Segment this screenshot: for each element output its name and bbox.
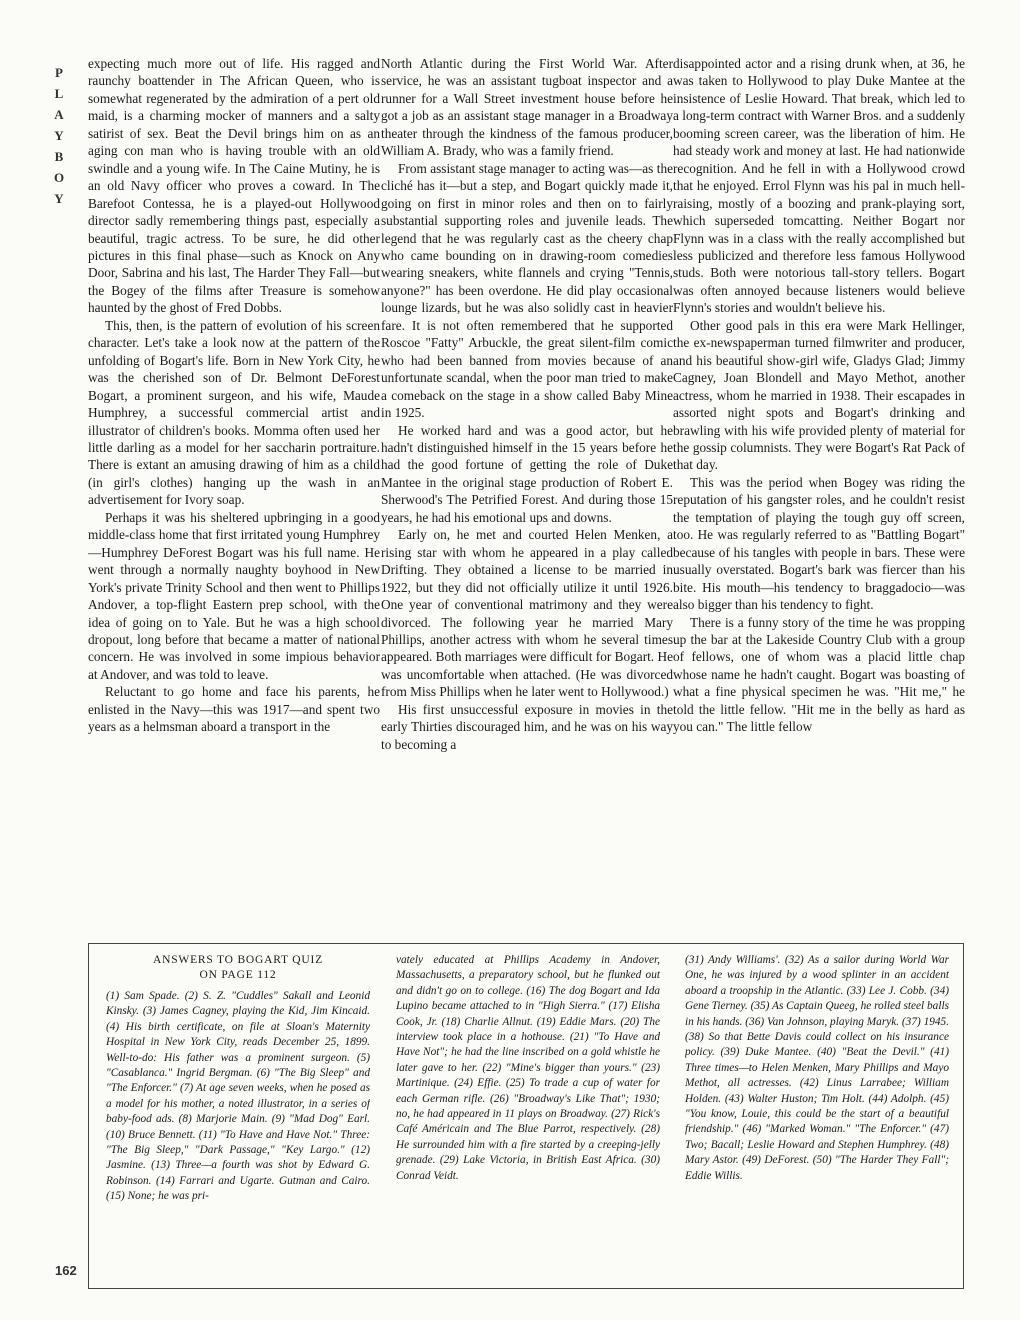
- logo-letter: A: [54, 107, 64, 122]
- logo-letter: L: [54, 86, 64, 101]
- article-paragraph: He worked hard and was a good actor, but he hadn't distinguished himself in the 15 years before he had the good fortune of getting the role of Duke Mantee in the original stage production of Robert E. Sherwood's The Petrified Forest. And during those 15 years, he had his emotional ups and downs.: [381, 422, 673, 525]
- article-paragraph: North Atlantic during the First World War. After service, he was an assistant tugboat inspector and a runner for a Wall Street investment house before he got a job as an assistant stage manager in a Broadway theater through the kindness of the famous producer, William A. Brady, who was a family friend.: [381, 56, 673, 159]
- logo-letter: Y: [54, 128, 64, 143]
- answers-text: (1) Sam Spade. (2) S. Z. "Cuddles" Sakall and Leonid Kinsky. (3) James Cagney, playing the Kid, Jim Kincaid. (4) His birth certificate, on file at Sloan's Maternity Hospital in New York City, reads December 25, 1899. Well-to-do: His father was a prominent surgeon. (5) "Casablanca." Ingrid Bergman. (6) "The Big Sleep" and "The Enforcer." (7) At age seven weeks, when he posed as a model for his mother, a noted illustrator, in a series of baby-food ads. (8) Marjorie Main. (9) "Mad Dog" Earl. (10) Bruce Bennett. (11) "To Have and Have Not." Three: "The Big Sleep," "Dark Passage," "Key Largo." (12) Jasmine. (13) Three—a fourth was shot by Edward G. Robinson. (14) Farrari and Ugarte. Gutman and Cairo. (15) None; he was pri-: [106, 990, 370, 1203]
- playboy-vertical-logo: [52, 62, 66, 209]
- article-paragraph: disappointed actor and a rising drunk when, at 36, he was taken to Hollywood to play Duke Mantee at the insistence of Leslie Howard. That break, which led to a long-term contract with Warner Bros. and a suddenly booming screen career, was the liberation of him. He had steady work and money at last. He had nationwide recognition. And he fell in with a Hollywood crowd that he enjoyed. Errol Flynn was his pal in much hell-raising, mostly of a boozing and prank-playing sort, which superseded tomcatting. Neither Bogart nor Flynn was in a class with the really accomplished but less publicized and therefore less famous Hollywood studs. Both were notorious tall-story tellers. Bogart was often annoyed because listeners would believe Flynn's stories and wouldn't believe his.: [673, 56, 965, 316]
- logo-letter: P: [55, 65, 63, 80]
- logo-letter: B: [54, 149, 64, 164]
- article-paragraph: Early on, he met and courted Helen Menken, a rising star with whom he appeared in a play called Drifting. They obtained a license to be married in 1922, but they did not officially utilize it until 1926. One year of conventional matrimony and they were divorced. The following year he married Mary Phillips, another actress with whom he several times appeared. Both marriages were difficult for Bogart. He was uncomfortable when attached. (He was divorced from Miss Phillips when he later went to Hollywood.): [381, 527, 673, 700]
- article-column-3: [673, 55, 965, 925]
- article-paragraph: This, then, is the pattern of evolution of his screen character. Let's take a look now at the pattern of the unfolding of Bogart's life. Born in New York City, he was the cherished son of Dr. Belmont DeForest Bogart, a prominent surgeon, and his wife, Maude Humphrey, a successful commercial artist and illustrator of children's books. Momma often used her little darling as a model for her saccharin portraiture. There is extant an amusing drawing of him as a child (in girl's clothes) hanging up the wash in an advertisement for Ivory soap.: [88, 317, 380, 508]
- answers-column-2: [396, 953, 660, 1283]
- answers-text: (31) Andy Williams'. (32) As a sailor during World War One, he was injured by a wood splinter in an accident aboard a troopship in the Atlantic. (33) Lee J. Cobb. (34) Gene Tierney. (35) As Captain Queeg, he rolled steel balls in his hands. (36) Van Johnson, playing Maryk. (37) 1945. (38) So that Bette Davis could collect on his insurance policy. (39) Duke Mantee. (40) "Beat the Devil." (41) Three times—to Helen Menken, Mary Phillips and Mayo Methot, all actresses. (42) Linus Larrabee; William Holden. (43) Walter Huston; Tim Holt. (44) Adolph. (45) "You know, Louie, this could be the start of a beautiful friendship." (46) "Marked Woman." "The Enforcer." (47) Two; Bacall; Leslie Howard and Stephen Humphrey. (48) Mary Astor. (49) DeForest. (50) "The Harder They Fall"; Eddie Willis.: [685, 954, 949, 1182]
- quiz-answers-box: [88, 943, 964, 1289]
- logo-letter: Y: [54, 191, 64, 206]
- answers-column-3: [685, 953, 949, 1283]
- article-paragraph: This was the period when Bogey was riding the reputation of his gangster roles, and he couldn't resist the temptation of playing the tough guy off screen, too. He was regularly referred to as "Battling Bogart" because of his tangles with people in bars. These were usually overstated. Bogart's bark was fiercer than his bite. His mouth—his tendency to braggadocio—was also bigger than his tendency to fight.: [673, 474, 965, 613]
- page-number: 162: [55, 1263, 77, 1278]
- article-paragraph: His first unsuccessful exposure in movies in the early Thirties discouraged him, and he was on his way to becoming a: [381, 701, 673, 752]
- logo-letter: O: [53, 170, 65, 185]
- answers-text: vately educated at Phillips Academy in Andover, Massachusetts, a preparatory school, but he flunked out and didn't go on to college. (16) The dog Bogart and Ida Lupino became attached to in "High Sierra." (17) Elisha Cook, Jr. (18) Charlie Allnut. (19) Eddie Mars. (20) The interview took place in a hothouse. (21) "To Have and Have Not"; he had the line inscribed on a gold whistle he later gave to her. (22) "Mine's bigger than yours." (23) Martinique. (24) Effie. (25) To trade a cup of water for each German rifle. (26) "Broadway's Like That"; 1930; no, he had appeared in 11 plays on Broadway. (27) Rick's Café Américain and The Blue Parrot, respectively. (28) He surrounded him with a fire started by a creeping-jelly grenade. (29) Lake Victoria, in British East Africa. (30) Conrad Veidt.: [396, 954, 660, 1182]
- article-paragraph: From assistant stage manager to acting was—as the cliché has it—but a step, and Bogart quickly made it, going on first in minor roles and then on to fairly substantial supporting roles and juvenile leads. The legend that he was regularly cast as the cheery chap who came bounding on in drawing-room comedies wearing sneakers, white flannels and crying "Tennis, anyone?" has been overdone. He did play occasional lounge lizards, but he was also solidly cast in heavier fare. It is not often remembered that he supported Roscoe "Fatty" Arbuckle, the great silent-film comic who had been banned from movies because of an unfortunate scandal, when the poor man tried to make a comeback on the stage in a show called Baby Mine in 1925.: [381, 160, 673, 421]
- answers-title-line: ANSWERS TO BOGART QUIZ: [153, 954, 323, 966]
- article-paragraph: Reluctant to go home and face his parents, he enlisted in the Navy—this was 1917—and spent two years as a helmsman aboard a transport in the: [88, 684, 380, 735]
- article-paragraph: Other good pals in this era were Mark Hellinger, the ex-newspaperman turned filmwriter and producer, and his beautiful show-girl wife, Gladys Glad; Jimmy Cagney, Joan Blondell and Mayo Methot, another actress, whom he married in 1938. Their escapades in assorted night spots and Bogart's drinking and brawling with his wife provided plenty of material for the gossip columnists. They were Bogart's Rat Pack of that day.: [673, 317, 965, 473]
- article-paragraph: There is a funny story of the time he was propping up the bar at the Lakeside Country Club with a group of fellows, one of whom was a placid little chap whose name he hadn't caught. Bogart was boasting of what a fine physical specimen he was. "Hit me," he told the little fellow. "Hit me in the belly as hard as you can." The little fellow: [673, 614, 965, 735]
- article-column-2: [381, 55, 673, 925]
- answers-title: [106, 953, 370, 983]
- article-paragraph: expecting much more out of life. His ragged and raunchy boattender in The African Queen, who is somewhat regenerated by the admiration of a pert old maid, is a charming mocker of manners and a salty satirist of sex. Beat the Devil brings him on as an aging con man who is having trouble with an old swindle and a young wife. In The Caine Mutiny, he is an old Navy officer who proves a coward. In The Barefoot Contessa, he is a played-out Hollywood director sadly remembering things past, especially a beautiful, tragic actress. To be sure, he did other pictures in this final phase—such as Knock on Any Door, Sabrina and his last, The Harder They Fall—but the Bogey of the films after Treasure is somehow haunted by the ghost of Fred Dobbs.: [88, 56, 380, 316]
- article-column-1: [88, 55, 380, 925]
- answers-title-line: ON PAGE 112: [199, 969, 277, 981]
- article-paragraph: Perhaps it was his sheltered upbringing in a good middle-class home that first irritated young Humphrey—Humphrey DeForest Bogart was his full name. He went through a normally naughty boyhood in New York's private Trinity School and then went to Phillips Andover, a top-flight Eastern prep school, with the idea of going on to Yale. But he was a high school dropout, long before that became a matter of national concern. He was involved in some impious behavior at Andover, and was told to leave.: [88, 509, 380, 682]
- answers-column-1: [106, 953, 370, 1283]
